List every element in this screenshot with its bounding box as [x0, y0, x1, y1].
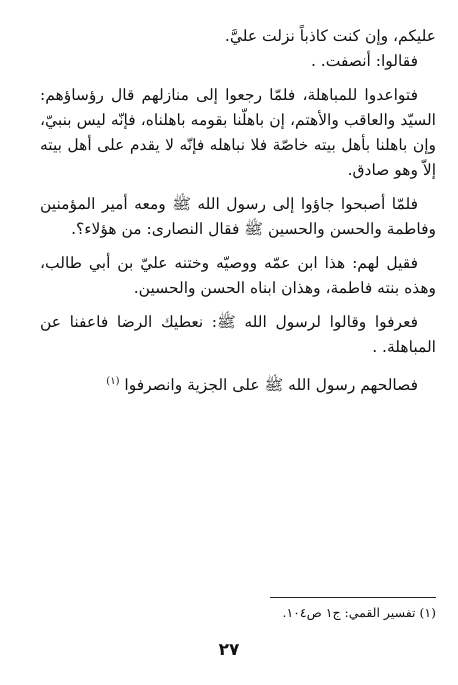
body-text [40, 24, 436, 398]
page-number: ٢٧ [218, 640, 240, 660]
paragraph-4: فلمّا أصبحوا جاؤوا إلى رسول الله ﷺ ومعه أمير المؤمنين وفاطمة والحسن والحسين ﷺ فقال النصارى: من هؤلاء؟. [40, 195, 436, 238]
paragraph-3: فتواعدوا للمباهلة، فلمّا رجعوا إلى منازلهم قال رؤساؤهم: السيّد والعاقب والأهتم، إن باهلّنا بقومه باهلناه، فإنّه ليس بنبيّ، وإن باهلنا بأهل بيته خاصّة فلا نباهله فإنّه لا يقدم على أهل بيته إلاّ وهو صادق. [40, 86, 436, 179]
paragraph-2: فقالوا: أنصفت. . [310, 52, 418, 70]
paragraph-7 [40, 369, 436, 398]
paragraph-1: عليكم، وإن كنت كاذباً نزلت عليَّ. [224, 27, 436, 45]
footnote: (١) تفسير القمي: ج١ ص١٠٤. [282, 605, 436, 620]
footnote-marker: (١) [106, 376, 120, 387]
paragraph-6: فعرفوا وقالوا لرسول الله ﷺ: نعطيك الرضا فاعفنا عن المباهلة. . [40, 313, 436, 356]
footnote-divider [270, 597, 436, 598]
paragraph-7-text: فصالحهم رسول الله ﷺ على الجزية وانصرفوا [124, 376, 418, 395]
paragraph-5: فقيل لهم: هذا ابن عمّه ووصيّه وختنه عليّ بن أبي طالب، وهذه بنته فاطمة، وهذان ابناه الحسن والحسين. [40, 254, 436, 297]
